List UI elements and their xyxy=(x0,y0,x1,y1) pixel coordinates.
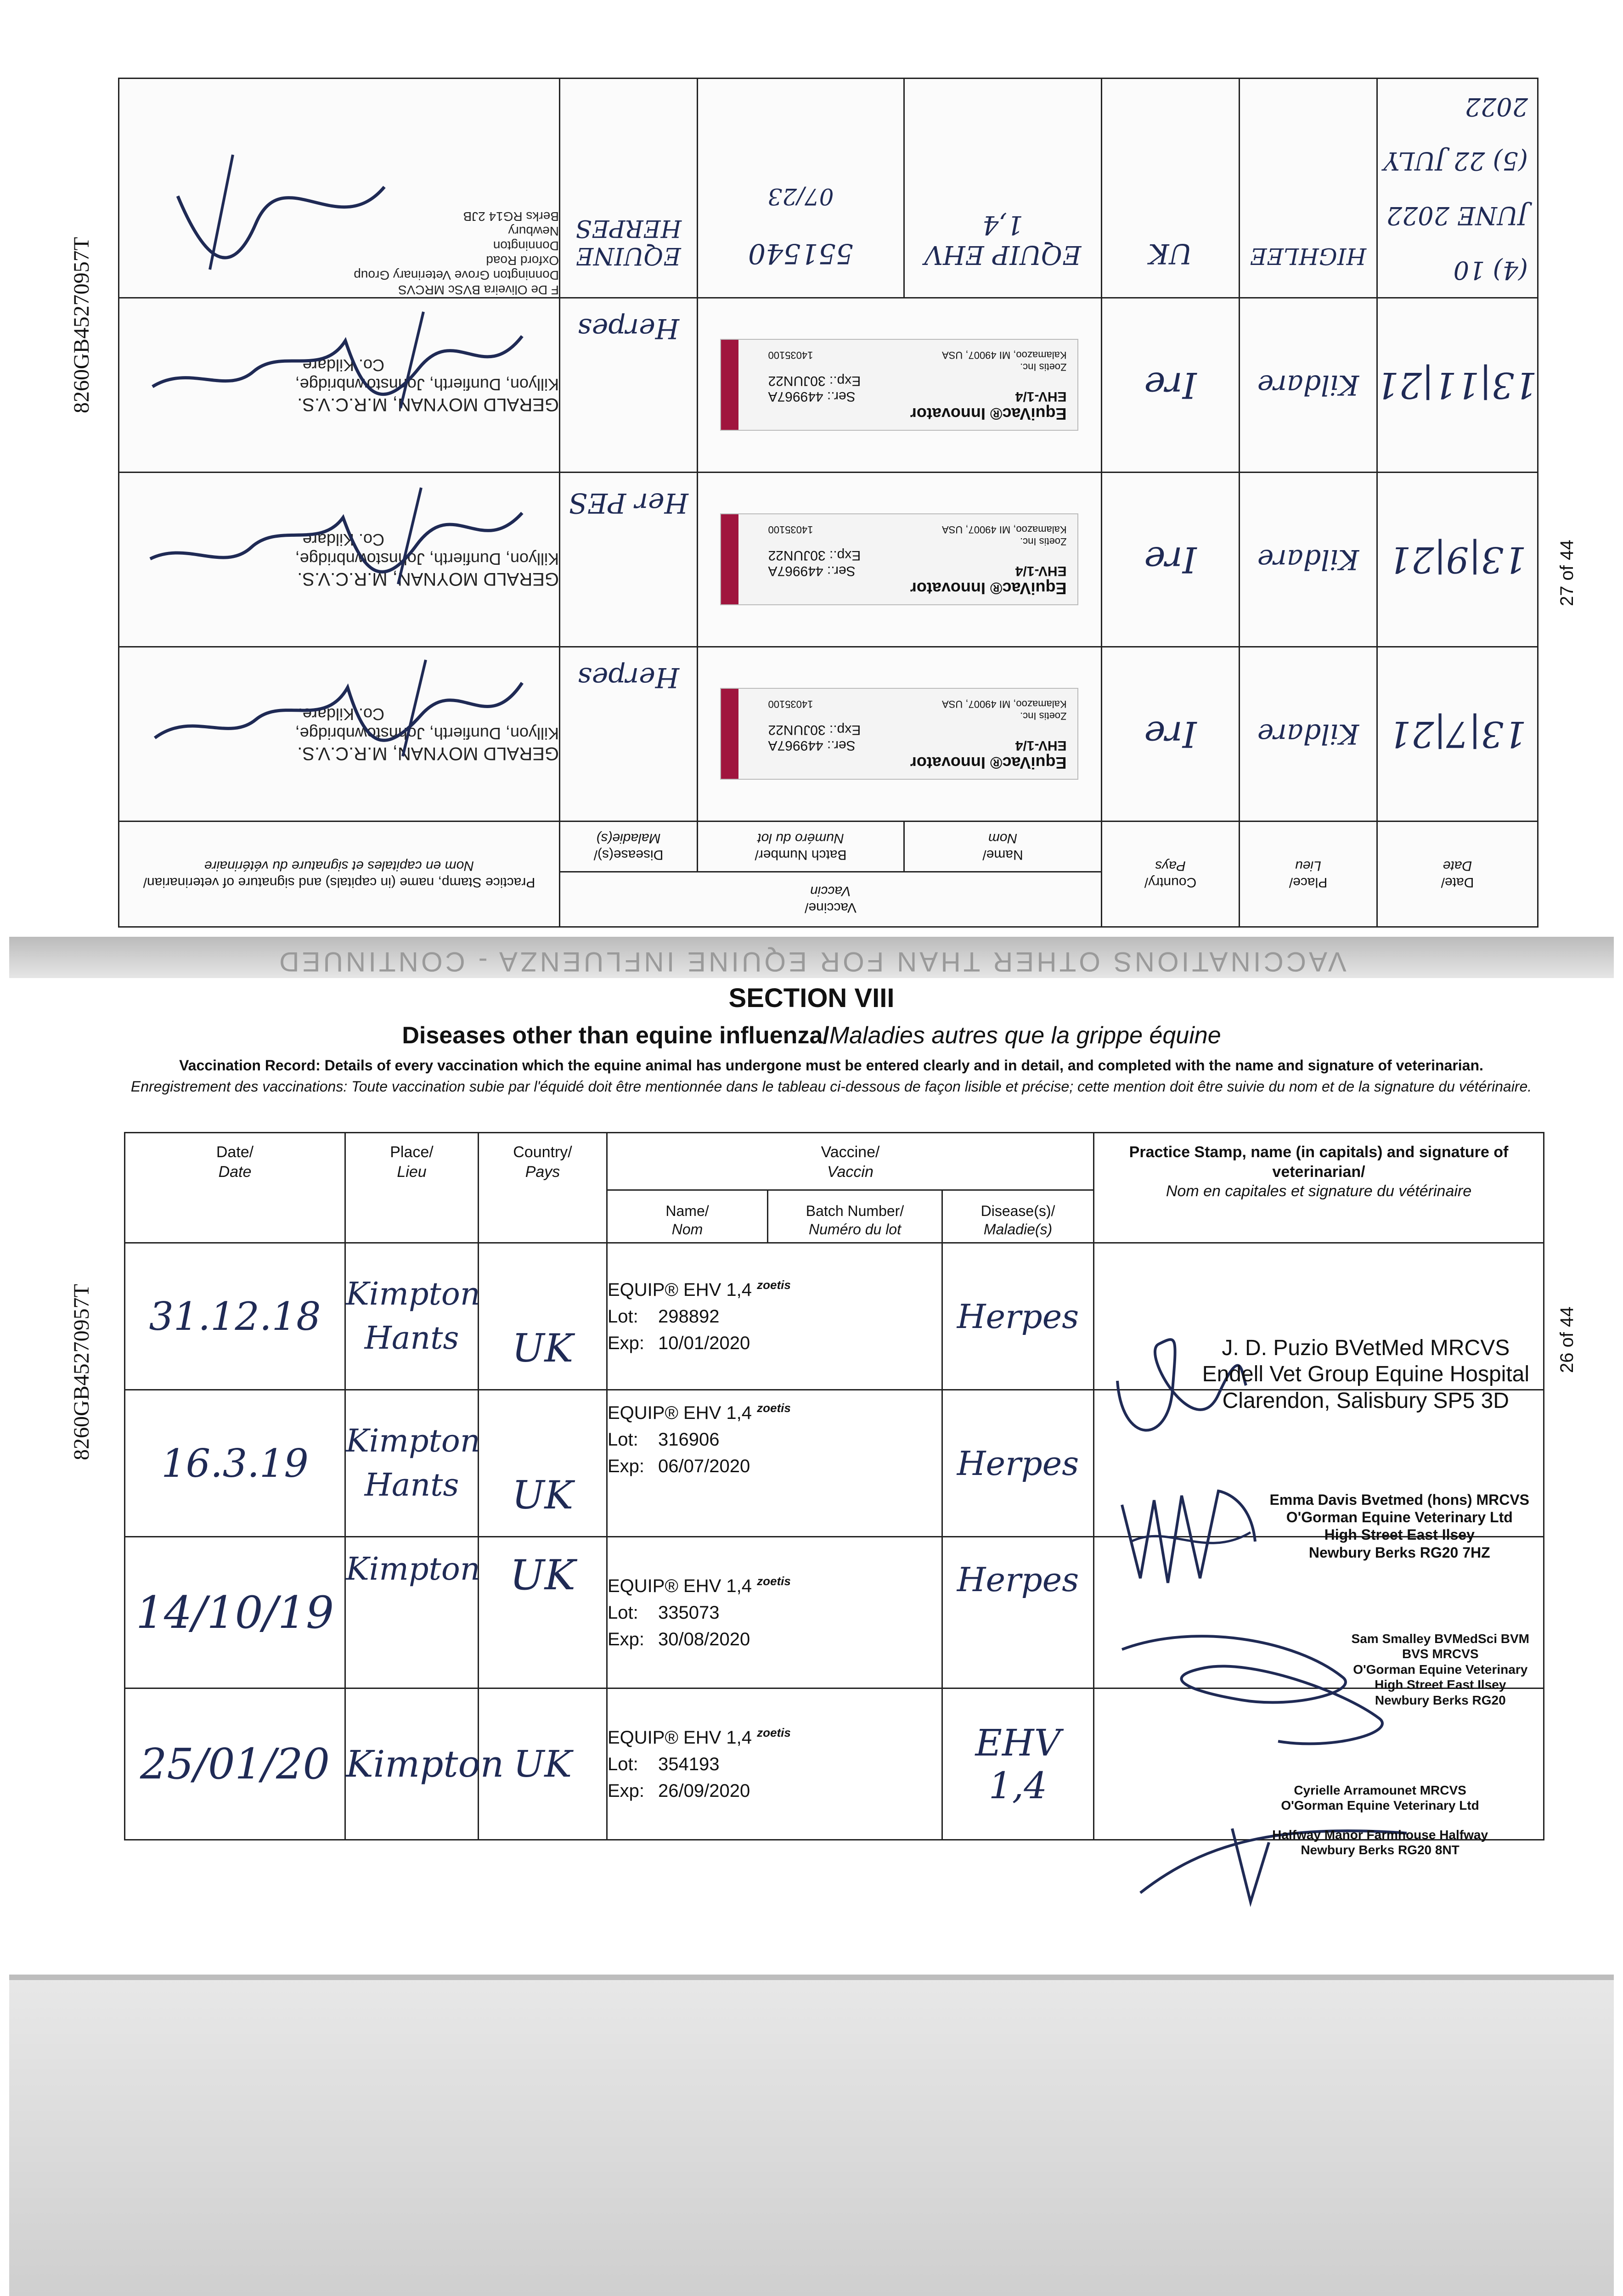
vaccine-sticker xyxy=(721,514,1079,606)
header-vaccine: Vaccine/ Vaccin xyxy=(559,872,1101,927)
exp-label: Exp: xyxy=(608,1780,645,1801)
row-disease: Herpes xyxy=(942,1390,1094,1537)
vaccine-name: EQUIP® EHV 1,4 xyxy=(608,1576,752,1596)
table-row xyxy=(125,1243,1544,1390)
row-place-town: Kimpton xyxy=(346,1276,480,1313)
row-place-county: Hants xyxy=(364,1320,459,1356)
table-row xyxy=(118,647,1538,822)
row-batch xyxy=(698,78,904,298)
vet-stamp-line: O'Gorman Equine Veterinary Ltd xyxy=(1281,1798,1479,1813)
sticker-brand: EquiVac® Innovator xyxy=(910,579,1067,598)
lot-number: 354193 xyxy=(658,1754,720,1774)
section-subtitle xyxy=(0,1022,1623,1049)
row-place-county: Hants xyxy=(364,1467,459,1503)
vet-stamp-line: GERALD MOYNAN, M.R.C.V.S. xyxy=(297,569,559,589)
scan-background xyxy=(9,1975,1614,2296)
row-place-town: Kimpton xyxy=(346,1423,480,1460)
row-place: Kildare xyxy=(1240,473,1377,647)
row-place xyxy=(345,1537,479,1688)
vet-stamp-text xyxy=(1270,1491,1529,1562)
sticker-address: Kalamazoo, MI 49007, USA xyxy=(942,349,1067,361)
zoetis-logo: zoetis xyxy=(757,1725,791,1739)
header-place: Place/ Lieu xyxy=(1240,822,1377,927)
vet-stamp xyxy=(118,78,559,298)
row-date-first: (4) 10 JUNE 2022 xyxy=(1386,201,1528,285)
sticker-product: EHV-1/4 xyxy=(1015,389,1067,405)
row-place xyxy=(345,1688,504,1840)
row-place: HIGHLEE xyxy=(1240,78,1377,298)
row-country: UK xyxy=(479,1688,607,1840)
vet-stamp xyxy=(118,298,559,473)
table-row xyxy=(118,473,1538,647)
row-date: 16.3.19 xyxy=(125,1390,345,1537)
row-vaccine-name: EQUIP EHV 1,4 xyxy=(904,78,1102,298)
row-disease: Herpes xyxy=(559,298,697,473)
exp-label: Exp: xyxy=(608,1333,645,1353)
row-country: Ire xyxy=(1102,647,1240,822)
signature-icon xyxy=(136,150,394,279)
vet-stamp-line: Killyon, Dunfierth, Johnstownbridge, xyxy=(295,550,559,568)
lot-label: Lot: xyxy=(608,1306,638,1327)
row-disease: Herpes xyxy=(942,1243,1094,1390)
vet-stamp-line: Newbury Berks RG20 xyxy=(1375,1693,1506,1707)
sticker-address: Kalamazoo, MI 49007, USA xyxy=(942,524,1067,536)
header-country: Country/ Pays xyxy=(479,1133,607,1243)
vet-stamp-line: Newbury xyxy=(508,224,559,238)
vet-stamp-text xyxy=(1352,1631,1529,1708)
vet-stamp-line: Co. Kildare. xyxy=(298,530,384,549)
header-batch: Batch Number/ Numéro du lot xyxy=(768,1190,942,1243)
vet-stamp-line: J. D. Puzio BVetMed MRCVS xyxy=(1222,1335,1510,1360)
sticker-maker: Zoetis Inc. xyxy=(1020,536,1067,548)
row-place xyxy=(345,1243,479,1390)
table-row xyxy=(118,78,1538,298)
vet-stamp-line: Donnington Grove Veterinary Group xyxy=(354,268,559,282)
vet-stamp-line: Donnington xyxy=(493,239,559,253)
sticker-brand: EquiVac® Innovator xyxy=(910,754,1067,773)
row-place xyxy=(345,1390,479,1537)
sticker-color-bar xyxy=(721,689,739,779)
vaccine-name: EQUIP® EHV 1,4 xyxy=(608,1279,752,1300)
document-code: 8260GB45270957T xyxy=(69,1284,94,1460)
sticker-serial: Ser.: 449967A xyxy=(768,563,856,579)
sticker-product: EHV-1/4 xyxy=(1015,738,1067,754)
vaccine-sticker-cell xyxy=(698,298,1102,473)
mirrored-heading: VACCINATIONS OTHER THAN FOR EQUINE INFLUENZA - CONTINUED xyxy=(276,946,1347,977)
row-date: 14/10/19 xyxy=(125,1537,345,1688)
vet-stamp-text xyxy=(1202,1335,1529,1414)
vet-stamp-text xyxy=(1272,1783,1488,1858)
page-27 xyxy=(119,78,1538,928)
exp-date: 30/08/2020 xyxy=(658,1629,750,1649)
sticker-code: 14035100 xyxy=(768,698,813,710)
vet-stamp xyxy=(118,647,559,822)
row-date xyxy=(1377,78,1538,298)
vet-stamp xyxy=(118,473,559,647)
vaccine-name: EQUIP® EHV 1,4 xyxy=(608,1403,752,1423)
vet-stamp xyxy=(1094,1243,1544,1413)
row-batch-number: 551540 xyxy=(748,237,854,270)
section-subtitle-fr: Maladies autres que la grippe équine xyxy=(829,1022,1221,1049)
vet-stamp-line: Newbury Berks RG20 7HZ xyxy=(1308,1544,1490,1561)
vaccination-table-page-26 xyxy=(124,1132,1544,1857)
header-date: Date/ Date xyxy=(1377,822,1538,927)
sticker-color-bar xyxy=(721,515,739,605)
row-disease: Her PES xyxy=(559,473,697,647)
row-date: 25/01/20 xyxy=(125,1688,345,1840)
row-date-second: (5) 22 JULY 2022 xyxy=(1383,92,1528,176)
page-number: 26 of 44 xyxy=(1557,1306,1577,1373)
vet-stamp-line: BVS MRCVS xyxy=(1402,1647,1479,1661)
signature-icon xyxy=(136,481,541,591)
row-disease: EQUINE HERPES xyxy=(559,78,697,298)
vet-stamp-line: F De Oliveira BVSc MRCVS xyxy=(398,283,559,297)
exp-label: Exp: xyxy=(608,1456,645,1476)
row-disease: Herpes xyxy=(942,1537,1094,1688)
lot-number: 316906 xyxy=(658,1429,720,1450)
vet-stamp-line: Co. Kildare. xyxy=(298,705,384,724)
row-date: 13|7|21 xyxy=(1377,647,1538,822)
vaccine-sticker xyxy=(721,688,1079,780)
vaccination-record-instructions-fr: Enregistrement des vaccinations: Toute vaccination subie par l'équidé doit être mentionnée dans le tableau ci-dessous de façon lisible et précise; cette mention doit être suivie du nom et de la signature du vétérinaire. xyxy=(130,1078,1532,1095)
vaccine-label-stamp xyxy=(607,1537,942,1688)
vaccine-sticker xyxy=(721,339,1079,431)
exp-date: 10/01/2020 xyxy=(658,1333,750,1353)
lot-label: Lot: xyxy=(608,1602,638,1623)
sticker-color-bar xyxy=(721,340,739,430)
sticker-code: 14035100 xyxy=(768,524,813,536)
row-date: 13|9|21 xyxy=(1377,473,1538,647)
zoetis-logo: zoetis xyxy=(757,1277,791,1292)
vet-stamp-line: Sam Smalley BVMedSci BVM xyxy=(1351,1631,1530,1646)
vet-stamp-line: Oxford Road xyxy=(486,253,559,268)
lot-number: 298892 xyxy=(658,1306,720,1327)
header-place: Place/ Lieu xyxy=(345,1133,479,1243)
signature-icon xyxy=(136,306,541,416)
vet-stamp-line: Killyon, Dunfierth, Johnstownbridge, xyxy=(295,724,559,743)
vaccination-record-instructions: Vaccination Record: Details of every vaccination which the equine animal has undergone must be entered clearly and in detail, and completed with the name and signature of veterinarian. xyxy=(179,1057,1483,1074)
header-name: Name/ Nom xyxy=(607,1190,768,1243)
zoetis-logo: zoetis xyxy=(757,1574,791,1588)
exp-date: 06/07/2020 xyxy=(658,1456,750,1476)
sticker-brand: EquiVac® Innovator xyxy=(910,405,1067,424)
vaccine-sticker-cell xyxy=(698,473,1102,647)
section-subtitle-en: Diseases other than equine influenza/ xyxy=(402,1022,829,1049)
sticker-serial: Ser.: 449967A xyxy=(768,738,856,754)
vet-stamp-line: Endell Vet Group Equine Hospital xyxy=(1202,1362,1530,1387)
header-disease: Disease(s)/ Maladie(s) xyxy=(559,822,697,872)
sticker-exp: Exp.: 30JUN22 xyxy=(768,722,861,738)
vaccine-label-stamp xyxy=(607,1390,942,1537)
sticker-product: EHV-1/4 xyxy=(1015,563,1067,579)
vet-stamp-line: Halfway Manor Farmhouse Halfway xyxy=(1272,1827,1488,1842)
row-date: 31.12.18 xyxy=(125,1243,345,1390)
vet-stamp-line: O'Gorman Equine Veterinary Ltd xyxy=(1286,1508,1513,1525)
header-stamp: Practice Stamp, name (in capitals) and signature of veterinarian/ Nom en capitales et signature du vétérinaire xyxy=(118,822,559,927)
page-number: 27 of 44 xyxy=(1557,540,1577,606)
vet-stamp-line: High Street East Ilsey xyxy=(1375,1677,1506,1692)
vaccine-name: EQUIP® EHV 1,4 xyxy=(608,1727,752,1748)
vet-stamp-line: Killyon, Dunfierth, Johnstownbridge, xyxy=(295,375,559,394)
exp-date: 26/09/2020 xyxy=(658,1780,750,1801)
row-place-town: Kimpton xyxy=(346,1743,504,1785)
sticker-maker: Zoetis Inc. xyxy=(1020,710,1067,722)
vaccination-table-page-27 xyxy=(118,78,1538,928)
header-vaccine: Vaccine/ Vaccin xyxy=(607,1133,1094,1190)
lot-number: 335073 xyxy=(658,1602,720,1623)
vet-stamp-line: Emma Davis Bvetmed (hons) MRCVS xyxy=(1269,1491,1530,1508)
header-date: Date/ Date xyxy=(125,1133,345,1243)
document-code: 8260GB45270957T xyxy=(69,237,94,413)
sticker-maker: Zoetis Inc. xyxy=(1020,361,1067,373)
vet-stamp-line: GERALD MOYNAN, M.R.C.V.S. xyxy=(297,743,559,764)
vaccine-label-stamp xyxy=(607,1688,942,1840)
header-batch: Batch Number/ Numéro du lot xyxy=(698,822,904,872)
vet-stamp-line: Cyrielle Arramounet MRCVS xyxy=(1294,1783,1466,1797)
vaccine-label-stamp xyxy=(607,1243,942,1390)
header-country: Country/ Pays xyxy=(1102,822,1240,927)
row-date: 13|11|21 xyxy=(1377,298,1538,473)
sticker-exp: Exp.: 30JUN22 xyxy=(768,548,861,563)
row-country: UK xyxy=(479,1390,607,1537)
signature-icon xyxy=(136,655,541,765)
vet-stamp-line: Co. Kildare. xyxy=(298,356,384,375)
row-country: UK xyxy=(479,1537,607,1688)
row-place: Kildare xyxy=(1240,298,1377,473)
row-place: Kildare xyxy=(1240,647,1377,822)
row-country: UK xyxy=(1102,78,1240,298)
header-disease: Disease(s)/ Maladie(s) xyxy=(942,1190,1094,1243)
header-stamp: Practice Stamp, name (in capitals) and signature of veterinarian/ Nom en capitales et signature du vétérinaire xyxy=(1094,1133,1544,1243)
exp-label: Exp: xyxy=(608,1629,645,1649)
vet-stamp-line: High Street East Ilsey xyxy=(1324,1526,1475,1543)
row-place-town: Kimpton xyxy=(346,1551,480,1587)
row-country: Ire xyxy=(1102,298,1240,473)
row-country: UK xyxy=(479,1243,607,1390)
vet-stamp-line: Clarendon, Salisbury SP5 3D xyxy=(1222,1388,1509,1413)
sticker-serial: Ser.: 449967A xyxy=(768,389,856,405)
row-disease: EHV 1,4 xyxy=(942,1688,1094,1840)
row-disease: Herpes xyxy=(559,647,697,822)
lot-label: Lot: xyxy=(608,1429,638,1450)
sticker-address: Kalamazoo, MI 49007, USA xyxy=(942,698,1067,710)
page-edge xyxy=(9,1975,1614,1980)
vet-stamp-line: O'Gorman Equine Veterinary xyxy=(1353,1662,1528,1677)
signature-icon xyxy=(1113,1477,1269,1597)
lot-label: Lot: xyxy=(608,1754,638,1774)
header-name: Name/ Nom xyxy=(904,822,1102,872)
table-row xyxy=(118,298,1538,473)
vet-stamp-line: Newbury Berks RG20 8NT xyxy=(1301,1843,1460,1857)
sticker-exp: Exp.: 30JUN22 xyxy=(768,373,861,389)
vet-stamp-line: Berks RG14 2JB xyxy=(463,209,559,224)
row-batch-exp: 07/23 xyxy=(767,183,834,210)
vet-stamp-line: GERALD MOYNAN, M.R.C.V.S. xyxy=(297,394,559,415)
zoetis-logo: zoetis xyxy=(757,1401,791,1415)
row-country: Ire xyxy=(1102,473,1240,647)
sticker-code: 14035100 xyxy=(768,349,813,361)
section-title: SECTION VIII xyxy=(728,983,895,1013)
vaccine-sticker-cell xyxy=(698,647,1102,822)
